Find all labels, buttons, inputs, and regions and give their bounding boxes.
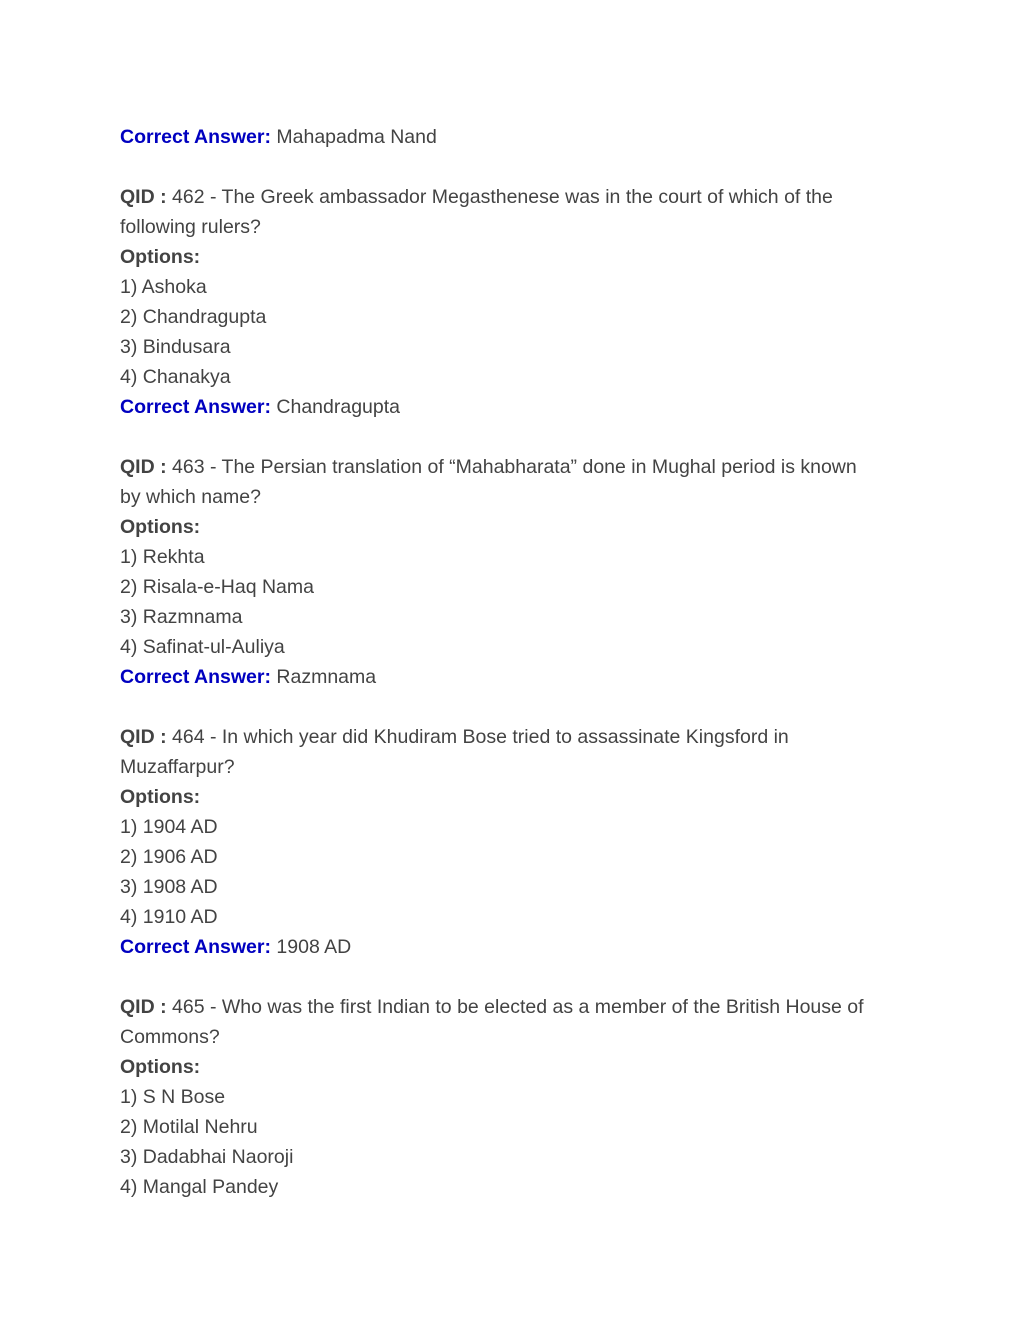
correct-answer-label: Correct Answer: bbox=[120, 936, 271, 958]
question-text: 465 - Who was the first Indian to be elected as a member of the British House of bbox=[172, 996, 864, 1018]
option-1: 1) S N Bose bbox=[120, 1086, 226, 1108]
question-text-cont: by which name? bbox=[120, 486, 261, 508]
option-4: 4) Chanakya bbox=[120, 366, 231, 388]
question-block-464 bbox=[120, 722, 900, 962]
option-3: 3) Dadabhai Naoroji bbox=[120, 1146, 294, 1168]
question-text: 462 - The Greek ambassador Megasthenese was in the court of which of the bbox=[172, 186, 833, 208]
correct-answer-value: Chandragupta bbox=[276, 396, 401, 418]
question-text-cont: following rulers? bbox=[120, 216, 261, 238]
option-3: 3) Bindusara bbox=[120, 336, 231, 358]
option-1: 1) 1904 AD bbox=[120, 816, 218, 838]
qid-label: QID : bbox=[120, 726, 167, 748]
correct-answer-label: Correct Answer: bbox=[120, 126, 271, 148]
question-text: 464 - In which year did Khudiram Bose tried to assassinate Kingsford in bbox=[172, 726, 789, 748]
option-2: 2) Motilal Nehru bbox=[120, 1116, 258, 1138]
document-page bbox=[120, 122, 900, 1202]
options-label: Options: bbox=[120, 246, 201, 268]
option-1: 1) Ashoka bbox=[120, 276, 207, 298]
question-text: 463 - The Persian translation of “Mahabharata” done in Mughal period is known bbox=[172, 456, 857, 478]
option-3: 3) Razmnama bbox=[120, 606, 243, 628]
qid-label: QID : bbox=[120, 186, 167, 208]
options-label: Options: bbox=[120, 516, 201, 538]
correct-answer-value: Razmnama bbox=[276, 666, 377, 688]
correct-answer-value: 1908 AD bbox=[276, 936, 352, 958]
qid-label: QID : bbox=[120, 456, 167, 478]
option-2: 2) Risala-e-Haq Nama bbox=[120, 576, 314, 598]
option-2: 2) Chandragupta bbox=[120, 306, 267, 328]
correct-answer-label: Correct Answer: bbox=[120, 666, 271, 688]
question-text-cont: Commons? bbox=[120, 1026, 220, 1048]
question-block-463 bbox=[120, 452, 900, 692]
option-3: 3) 1908 AD bbox=[120, 876, 218, 898]
option-4: 4) 1910 AD bbox=[120, 906, 218, 928]
question-block-465 bbox=[120, 992, 900, 1202]
options-label: Options: bbox=[120, 1056, 201, 1078]
option-4: 4) Safinat-ul-Auliya bbox=[120, 636, 285, 658]
options-label: Options: bbox=[120, 786, 201, 808]
option-4: 4) Mangal Pandey bbox=[120, 1176, 279, 1198]
option-2: 2) 1906 AD bbox=[120, 846, 218, 868]
correct-answer-line bbox=[120, 122, 900, 152]
qid-label: QID : bbox=[120, 996, 167, 1018]
question-block-462 bbox=[120, 182, 900, 422]
option-1: 1) Rekhta bbox=[120, 546, 205, 568]
question-text-cont: Muzaffarpur? bbox=[120, 756, 235, 778]
correct-answer-value: Mahapadma Nand bbox=[276, 126, 437, 148]
correct-answer-label: Correct Answer: bbox=[120, 396, 271, 418]
